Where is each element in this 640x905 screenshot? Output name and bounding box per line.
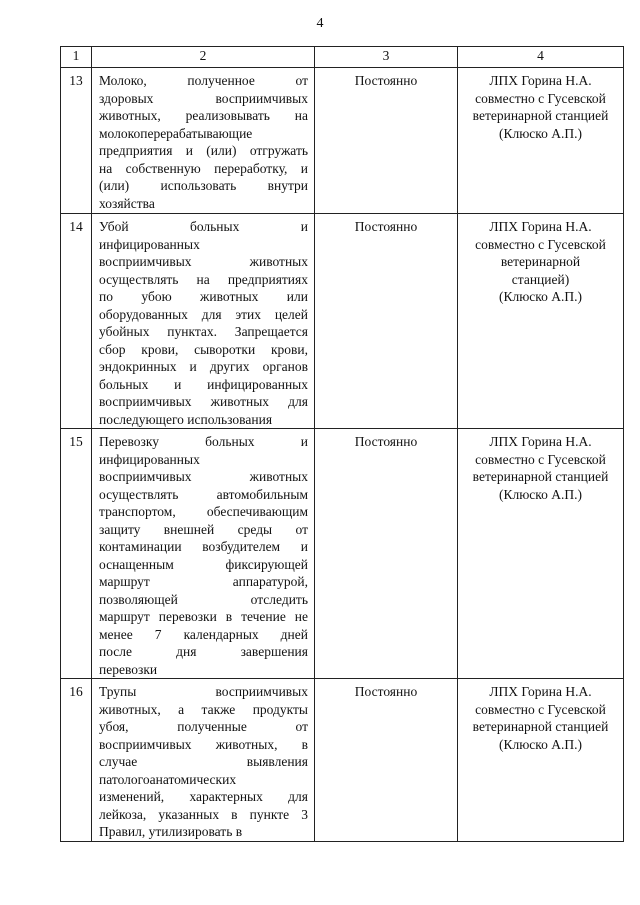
description-line: эндокринных и других органов: [99, 359, 308, 374]
description-line: изменений, характерных для: [99, 789, 308, 804]
row-period: Постоянно: [315, 214, 458, 429]
responsible-line: ЛПХ Горина Н.А.: [489, 219, 592, 234]
row-period: Постоянно: [315, 429, 458, 679]
row-period: Постоянно: [315, 679, 458, 842]
description-line: здоровых восприимчивых: [99, 90, 308, 106]
row-responsible: [458, 214, 624, 429]
description-line: Трупы восприимчивых: [99, 684, 308, 699]
responsible-line: ветеринарной станцией: [472, 719, 609, 734]
description-line: последующего использования: [99, 411, 273, 427]
responsible-line: (Клюско А.П.): [498, 125, 583, 141]
description-line: животных, реализовывать на: [99, 108, 308, 123]
description-line: восприимчивых животных: [99, 254, 308, 269]
description-line: убойных пунктах. Запрещается: [99, 324, 308, 339]
description-line: молокоперерабатывающие: [99, 125, 253, 141]
row-number: 13: [61, 68, 92, 214]
row-number: 16: [61, 679, 92, 842]
row-responsible: [458, 429, 624, 679]
responsible-line: ЛПХ Горина Н.А.: [489, 434, 592, 449]
description-line: транспортом, обеспечивающим: [99, 504, 308, 519]
responsible-line: (Клюско А.П.): [498, 486, 583, 502]
responsible-line: ЛПХ Горина Н.А.: [489, 684, 592, 699]
row-description: [92, 429, 315, 679]
description-line: оснащенным фиксирующей: [99, 556, 308, 572]
header-col-1: 1: [61, 47, 92, 68]
description-line: перевозки: [99, 661, 158, 677]
description-line: осуществлять автомобильным: [99, 486, 308, 502]
responsible-line: ЛПХ Горина Н.А.: [489, 73, 592, 88]
responsible-line: станцией): [511, 271, 570, 287]
description-line: животных, а также продукты: [99, 701, 308, 717]
description-line: хозяйства: [99, 195, 155, 211]
description-line: контаминации возбудителем и: [99, 539, 308, 554]
description-line: маршрут аппаратурой,: [99, 574, 308, 589]
row-responsible: [458, 679, 624, 842]
row-number: 14: [61, 214, 92, 429]
description-line: по убою животных или: [99, 289, 308, 304]
description-line: осуществлять на предприятиях: [99, 271, 308, 287]
description-line: сбор крови, сыворотки крови,: [99, 341, 308, 357]
description-line: восприимчивых животных: [99, 469, 308, 484]
description-line: позволяющей отследить: [99, 591, 308, 607]
row-responsible: [458, 68, 624, 214]
description-line: защиту внешней среды от: [99, 521, 308, 537]
table-row: [61, 68, 624, 214]
table-row: [61, 679, 624, 842]
description-line: больных и инфицированных: [99, 376, 308, 392]
header-col-4: 4: [458, 47, 624, 68]
description-line: убоя, полученные от: [99, 719, 308, 734]
table-row: [61, 214, 624, 429]
page-number: 4: [316, 16, 324, 31]
description-line: Молоко, полученное от: [99, 73, 308, 88]
responsible-line: (Клюско А.П.): [498, 736, 583, 752]
responsible-line: ветеринарной станцией: [472, 469, 609, 484]
responsible-line: совместно с Гусевской: [475, 701, 606, 717]
description-line: патологоанатомических: [99, 771, 237, 787]
responsible-line: совместно с Гусевской: [475, 90, 606, 106]
responsible-line: ветеринарной станцией: [472, 108, 609, 123]
row-description: [92, 68, 315, 214]
description-line: после дня завершения: [99, 644, 308, 659]
description-line: случае выявления: [99, 754, 308, 769]
description-line: (или) использовать внутри: [99, 178, 308, 193]
row-description: [92, 679, 315, 842]
description-line: менее 7 календарных дней: [99, 626, 308, 642]
description-line: на собственную переработку, и: [99, 160, 308, 176]
header-col-3: 3: [315, 47, 458, 68]
responsible-line: ветеринарной: [500, 254, 581, 269]
responsible-line: совместно с Гусевской: [475, 236, 606, 252]
description-line: Убой больных и: [99, 219, 308, 234]
description-line: Перевозку больных и: [99, 434, 308, 449]
row-description: [92, 214, 315, 429]
responsible-line: совместно с Гусевской: [475, 451, 606, 467]
table-header-row: [61, 47, 624, 68]
description-line: Правил, утилизировать в: [99, 824, 243, 839]
description-line: инфицированных: [99, 236, 200, 252]
row-period: Постоянно: [315, 68, 458, 214]
responsible-line: (Клюско А.П.): [498, 289, 583, 304]
description-line: маршрут перевозки в течение не: [99, 609, 308, 624]
description-line: оборудованных для этих целей: [99, 306, 308, 322]
description-line: предприятия и (или) отгружать: [99, 143, 308, 158]
description-line: лейкоза, указанных в пункте 3: [99, 806, 308, 822]
description-line: инфицированных: [99, 451, 200, 467]
description-line: восприимчивых животных для: [99, 394, 308, 409]
measures-table: [60, 46, 624, 842]
table-row: [61, 429, 624, 679]
header-col-2: 2: [92, 47, 315, 68]
description-line: восприимчивых животных, в: [99, 736, 308, 752]
row-number: 15: [61, 429, 92, 679]
